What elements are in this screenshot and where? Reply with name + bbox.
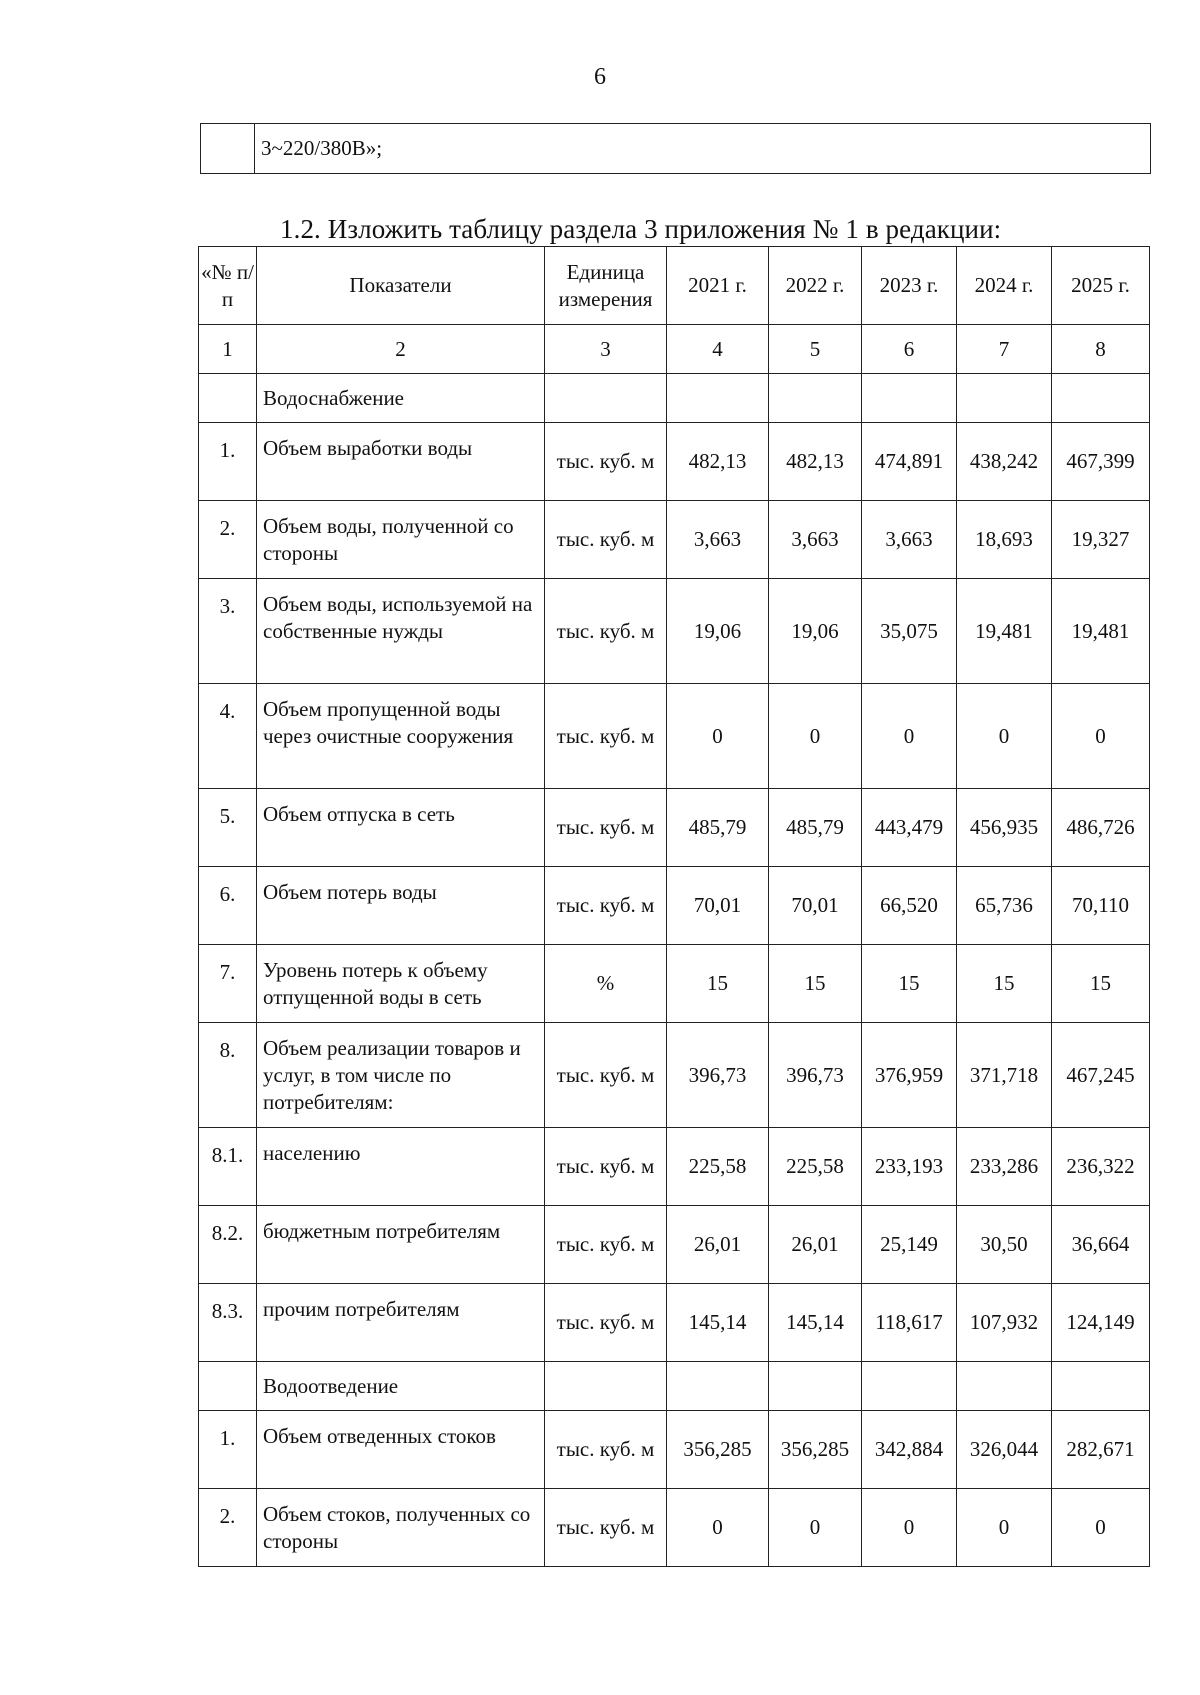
value-cell-2023: 342,884 bbox=[862, 1411, 957, 1489]
value-cell-2022: 482,13 bbox=[769, 423, 862, 501]
value-cell-2024: 456,935 bbox=[957, 789, 1052, 867]
column-index-cell: 3 bbox=[545, 325, 667, 374]
unit-cell: тыс. куб. м bbox=[545, 1489, 667, 1567]
value-cell-2023: 25,149 bbox=[862, 1206, 957, 1284]
column-index-row bbox=[199, 325, 1150, 374]
value-cell-2023: 474,891 bbox=[862, 423, 957, 501]
page-number: 6 bbox=[594, 64, 606, 90]
header-cell: 2022 г. bbox=[769, 247, 862, 325]
value-cell-2023: 0 bbox=[862, 684, 957, 789]
section-row bbox=[199, 1362, 1150, 1411]
value-cell-2023: 35,075 bbox=[862, 579, 957, 684]
indicator-name-cell: Объем воды, используемой на собственные нужды bbox=[257, 579, 545, 684]
row-number-cell: 1. bbox=[199, 1411, 257, 1489]
value-cell-2024: 18,693 bbox=[957, 501, 1052, 579]
table-row bbox=[199, 1128, 1150, 1206]
value-cell-2025: 0 bbox=[1052, 684, 1150, 789]
header-cell: 2023 г. bbox=[862, 247, 957, 325]
column-index-cell: 4 bbox=[667, 325, 769, 374]
value-cell-2024: 371,718 bbox=[957, 1023, 1052, 1128]
value-cell-2023: 15 bbox=[862, 945, 957, 1023]
row-number-cell: 2. bbox=[199, 501, 257, 579]
value-cell-2024: 0 bbox=[957, 1489, 1052, 1567]
row-number-cell: 3. bbox=[199, 579, 257, 684]
row-number-cell: 4. bbox=[199, 684, 257, 789]
indicator-name-cell: Уровень потерь к объему отпущенной воды в сеть bbox=[257, 945, 545, 1023]
table-row bbox=[199, 945, 1150, 1023]
value-cell-2021: 145,14 bbox=[667, 1284, 769, 1362]
value-cell-2022: 396,73 bbox=[769, 1023, 862, 1128]
header-cell: 2021 г. bbox=[667, 247, 769, 325]
indicators-table bbox=[198, 246, 1150, 1567]
continuation-table bbox=[200, 123, 1151, 174]
table-row bbox=[199, 1023, 1150, 1128]
table-row bbox=[199, 579, 1150, 684]
unit-cell bbox=[545, 374, 667, 423]
table-row bbox=[199, 1489, 1150, 1567]
value-cell-2025: 467,245 bbox=[1052, 1023, 1150, 1128]
row-number-cell: 8.2. bbox=[199, 1206, 257, 1284]
indicator-name-cell: бюджетным потребителям bbox=[257, 1206, 545, 1284]
table-row bbox=[199, 1284, 1150, 1362]
table-row bbox=[199, 1206, 1150, 1284]
indicator-name-cell: Объем воды, полученной со стороны bbox=[257, 501, 545, 579]
row-number-cell: 2. bbox=[199, 1489, 257, 1567]
value-cell-2021 bbox=[667, 1362, 769, 1411]
value-cell-2021: 396,73 bbox=[667, 1023, 769, 1128]
section-title-cell: Водоотведение bbox=[257, 1362, 545, 1411]
header-cell: 2024 г. bbox=[957, 247, 1052, 325]
value-cell-2025: 0 bbox=[1052, 1489, 1150, 1567]
value-cell-2024: 438,242 bbox=[957, 423, 1052, 501]
unit-cell bbox=[545, 1362, 667, 1411]
column-index-cell: 1 bbox=[199, 325, 257, 374]
value-cell-2025: 467,399 bbox=[1052, 423, 1150, 501]
value-cell-2025: 19,327 bbox=[1052, 501, 1150, 579]
value-cell-2022: 485,79 bbox=[769, 789, 862, 867]
unit-cell: тыс. куб. м bbox=[545, 1284, 667, 1362]
table-body bbox=[199, 247, 1150, 1567]
indicator-name-cell: населению bbox=[257, 1128, 545, 1206]
table-row bbox=[199, 423, 1150, 501]
section-heading: 1.2. Изложить таблицу раздела 3 приложения № 1 в редакции: bbox=[280, 214, 1002, 244]
continuation-text-cell: 3~220/380В»; bbox=[255, 124, 1151, 174]
value-cell-2025: 15 bbox=[1052, 945, 1150, 1023]
unit-cell: % bbox=[545, 945, 667, 1023]
section-row bbox=[199, 374, 1150, 423]
value-cell-2022: 3,663 bbox=[769, 501, 862, 579]
value-cell-2021: 3,663 bbox=[667, 501, 769, 579]
unit-cell: тыс. куб. м bbox=[545, 579, 667, 684]
value-cell-2025: 236,322 bbox=[1052, 1128, 1150, 1206]
column-index-cell: 6 bbox=[862, 325, 957, 374]
value-cell-2022 bbox=[769, 374, 862, 423]
value-cell-2021: 26,01 bbox=[667, 1206, 769, 1284]
row-number-cell: 8.3. bbox=[199, 1284, 257, 1362]
value-cell-2022: 0 bbox=[769, 684, 862, 789]
row-number-cell: 8.1. bbox=[199, 1128, 257, 1206]
value-cell-2023: 0 bbox=[862, 1489, 957, 1567]
indicator-name-cell: Объем потерь воды bbox=[257, 867, 545, 945]
header-row bbox=[199, 247, 1150, 325]
value-cell-2024: 233,286 bbox=[957, 1128, 1052, 1206]
value-cell-2021: 356,285 bbox=[667, 1411, 769, 1489]
unit-cell: тыс. куб. м bbox=[545, 1128, 667, 1206]
header-cell: 2025 г. bbox=[1052, 247, 1150, 325]
indicator-name-cell: Объем стоков, полученных со стороны bbox=[257, 1489, 545, 1567]
header-cell: Единица измерения bbox=[545, 247, 667, 325]
value-cell-2021: 482,13 bbox=[667, 423, 769, 501]
value-cell-2025: 282,671 bbox=[1052, 1411, 1150, 1489]
row-number-cell: 7. bbox=[199, 945, 257, 1023]
value-cell-2021: 70,01 bbox=[667, 867, 769, 945]
value-cell-2023: 443,479 bbox=[862, 789, 957, 867]
value-cell-2022: 145,14 bbox=[769, 1284, 862, 1362]
value-cell-2024: 65,736 bbox=[957, 867, 1052, 945]
value-cell-2021: 0 bbox=[667, 684, 769, 789]
indicator-name-cell: Объем отведенных стоков bbox=[257, 1411, 545, 1489]
value-cell-2023: 376,959 bbox=[862, 1023, 957, 1128]
value-cell-2024 bbox=[957, 374, 1052, 423]
value-cell-2024: 326,044 bbox=[957, 1411, 1052, 1489]
table-row bbox=[199, 684, 1150, 789]
value-cell-2025: 486,726 bbox=[1052, 789, 1150, 867]
value-cell-2024: 0 bbox=[957, 684, 1052, 789]
value-cell-2024: 19,481 bbox=[957, 579, 1052, 684]
value-cell-2023 bbox=[862, 1362, 957, 1411]
value-cell-2024: 30,50 bbox=[957, 1206, 1052, 1284]
value-cell-2021 bbox=[667, 374, 769, 423]
value-cell-2024: 107,932 bbox=[957, 1284, 1052, 1362]
value-cell-2025 bbox=[1052, 1362, 1150, 1411]
unit-cell: тыс. куб. м bbox=[545, 1023, 667, 1128]
value-cell-2022: 26,01 bbox=[769, 1206, 862, 1284]
value-cell-2025: 124,149 bbox=[1052, 1284, 1150, 1362]
value-cell-2021: 19,06 bbox=[667, 579, 769, 684]
unit-cell: тыс. куб. м bbox=[545, 1206, 667, 1284]
indicator-name-cell: прочим потребителям bbox=[257, 1284, 545, 1362]
indicator-name-cell: Объем пропущенной воды через очистные сооружения bbox=[257, 684, 545, 789]
value-cell-2023: 66,520 bbox=[862, 867, 957, 945]
indicator-name-cell: Объем выработки воды bbox=[257, 423, 545, 501]
value-cell-2024: 15 bbox=[957, 945, 1052, 1023]
unit-cell: тыс. куб. м bbox=[545, 867, 667, 945]
row-number-cell: 8. bbox=[199, 1023, 257, 1128]
value-cell-2025: 36,664 bbox=[1052, 1206, 1150, 1284]
column-index-cell: 7 bbox=[957, 325, 1052, 374]
value-cell-2022: 356,285 bbox=[769, 1411, 862, 1489]
value-cell-2021: 225,58 bbox=[667, 1128, 769, 1206]
header-cell: Показатели bbox=[257, 247, 545, 325]
section-title-cell: Водоснабжение bbox=[257, 374, 545, 423]
value-cell-2022: 70,01 bbox=[769, 867, 862, 945]
table-row bbox=[199, 1411, 1150, 1489]
value-cell-2025: 70,110 bbox=[1052, 867, 1150, 945]
value-cell-2025: 19,481 bbox=[1052, 579, 1150, 684]
header-cell: «№ п/п bbox=[199, 247, 257, 325]
row-number-cell: 1. bbox=[199, 423, 257, 501]
value-cell-2021: 15 bbox=[667, 945, 769, 1023]
value-cell-2023: 3,663 bbox=[862, 501, 957, 579]
column-index-cell: 2 bbox=[257, 325, 545, 374]
table-row bbox=[199, 789, 1150, 867]
value-cell-2021: 0 bbox=[667, 1489, 769, 1567]
value-cell-2023: 233,193 bbox=[862, 1128, 957, 1206]
column-index-cell: 8 bbox=[1052, 325, 1150, 374]
value-cell-2022 bbox=[769, 1362, 862, 1411]
value-cell-2022: 15 bbox=[769, 945, 862, 1023]
unit-cell: тыс. куб. м bbox=[545, 684, 667, 789]
indicator-name-cell: Объем отпуска в сеть bbox=[257, 789, 545, 867]
value-cell-2022: 225,58 bbox=[769, 1128, 862, 1206]
unit-cell: тыс. куб. м bbox=[545, 789, 667, 867]
value-cell-2025 bbox=[1052, 374, 1150, 423]
indicator-name-cell: Объем реализации товаров и услуг, в том числе по потребителям: bbox=[257, 1023, 545, 1128]
table-row bbox=[199, 501, 1150, 579]
continuation-num-cell bbox=[201, 124, 255, 174]
row-number-cell bbox=[199, 374, 257, 423]
value-cell-2022: 0 bbox=[769, 1489, 862, 1567]
table-row bbox=[199, 867, 1150, 945]
value-cell-2024 bbox=[957, 1362, 1052, 1411]
column-index-cell: 5 bbox=[769, 325, 862, 374]
row-number-cell: 5. bbox=[199, 789, 257, 867]
unit-cell: тыс. куб. м bbox=[545, 501, 667, 579]
value-cell-2021: 485,79 bbox=[667, 789, 769, 867]
value-cell-2023 bbox=[862, 374, 957, 423]
continuation-row bbox=[201, 124, 1151, 174]
row-number-cell bbox=[199, 1362, 257, 1411]
row-number-cell: 6. bbox=[199, 867, 257, 945]
value-cell-2022: 19,06 bbox=[769, 579, 862, 684]
unit-cell: тыс. куб. м bbox=[545, 1411, 667, 1489]
unit-cell: тыс. куб. м bbox=[545, 423, 667, 501]
value-cell-2023: 118,617 bbox=[862, 1284, 957, 1362]
